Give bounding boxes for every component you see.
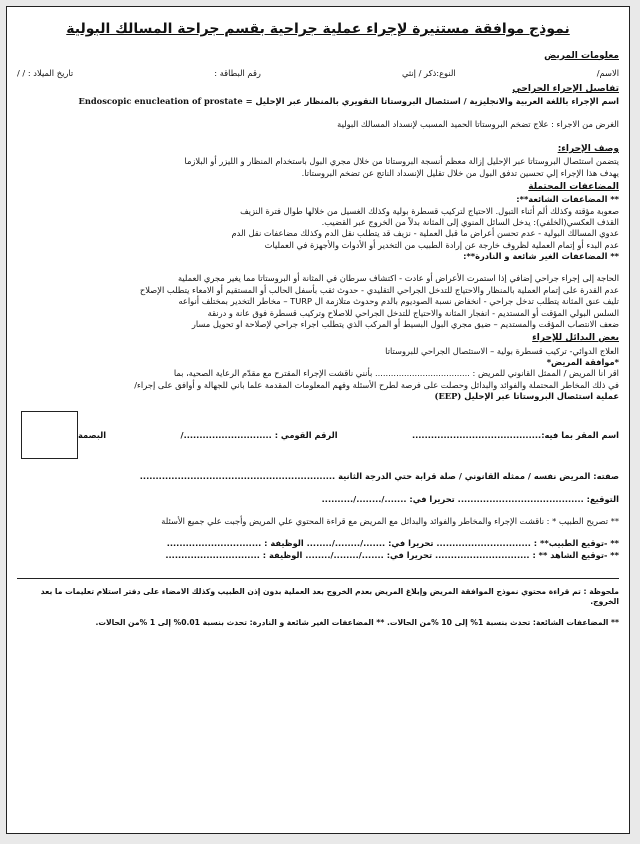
common-complication-4: عدم البدء أو إتمام العملية لظروف خارجة عن إرادة الطبيب من التخدير أو الأدوات والأجهزة في العمليات [264,239,619,250]
consent-line-3 [17,391,619,401]
rare-complication-1: الحاجة إلى إجراء جراحي إضافي إذا استمرت الأعراض أو عادت - اكتشاف سرطان في المثانة أو البروستاتا مما يغير مجري العملية [177,273,619,284]
description-heading: وصف الإجراء: [557,144,619,155]
consent-line-2: في ذلك المخاطر المحتملة والفوائد والبدائل وحصلت على فرصة لطرح الأسئلة وفهم المعلومات المقدمة علما باني للجهالة و أوافق على إجراء/ [134,379,619,390]
footer-note-2: ** المضاعفات الشائعة: تحدث بنسبة 1% إلى 10 %من الحالات. ** المضاعفات الغير شائعة و النادرة: تحدث بنسبة 0.01% إلى 1 %من الحالات. [95,618,619,628]
patient-gender-label: النوع:ذكر / إنثي [401,67,456,78]
patient-dob-label: تاريخ الميلاد : / / [17,67,74,78]
description-line-2: يهدف هذا الإجراء إلي تحسين تدفق البول من خلال تقليل الإنسداد الناتج عن تضخم البروستاتا. [301,167,619,178]
rare-complication-4: السلس البولي المؤقت أو المستديم - انفجار المثانة والاحتياج للتدخل الجراحي للاصلاح وتركيب قسطرة فوق عانة و درنقة [207,307,619,318]
common-complication-2: القذف العكسي(الخلفي): يدخل السائل المنوي إلى المثانة بدلاً من الخروج عبر القضيب. [321,217,619,228]
alternatives-heading: بعض البدائل للإجراء [532,333,619,344]
acknowledger-row [17,411,619,459]
procedure-heading: تفاصيل الإجراء الجراحي [512,84,619,95]
fingerprint-label: البصمة [78,430,107,441]
rare-complications-heading: ** المضاعفات الغير شائعة و النادرة**: [463,251,619,262]
patient-name-label: الاسم/ [596,67,619,78]
alternatives-text: العلاج الدوائي- تركيب قسطرة بولية – الاستئصال الجراحي للبروستاتا [385,345,619,356]
complications-heading: المضاعفات المحتملة [528,182,619,193]
witness-signature-line[interactable]: ** -توقيع الشاهد ** : .............................. تحريرا في: ......./......../........ الوظيفة : .............................. [165,549,619,560]
consent-procedure-ar: عملية استئصال البروستاتا عبر الإحليل [464,390,619,401]
form-title: نموذج موافقة مستنيرة لإجراء عملية جراحية بقسم جراحة المسالك البولية [66,21,570,37]
common-complication-3: عدوي المسالك البولية - عدم تحسن أعراض ما قبل العملية - نزيف قد يتطلب نقل الدم وكذلك مضاعفات نقل الدم [231,228,619,239]
consent-heading: *موافقة المريض* [546,356,619,367]
physician-signature-line[interactable]: ** -توقيع الطبيب** : .............................. تحريرا في: ......./......../........ الوظيفة : .............................. [166,538,619,549]
patient-info-heading: معلومات المريض [544,50,619,61]
procedure-name-line [17,96,619,106]
procedure-name-ar: اسم الإجراء باللغة العربية والانجليزية / استئصال البروستاتا التقويري بالمنظار عبر الإحليل = [245,96,619,107]
national-id-label[interactable]: الرقم القومي : ............................/ [180,430,338,441]
rare-complication-2: عدم القدرة على إتمام العملية بالمنظار والاحتياج للتدخل الجراحي التقليدي - حدوث ثقب بأسفل الحالب أو المستقيم أو الامعاء يتطلب الإصلاح [139,284,619,295]
common-complications-heading: ** المضاعفات الشائعة**: [516,194,619,205]
patient-info-row [17,68,619,78]
signature-line[interactable]: التوقيع: ........................................ تحريرا في: ......./......../.......... [321,493,619,504]
capacity-line[interactable]: صفته: المريض نفسه / ممثله القانوني / صلة قرابة حتي الدرجة الثانية .............................................................. [139,471,619,482]
procedure-name-en: Endoscopic enucleation of prostate [78,96,243,107]
common-complication-1: صعوبة مؤقتة وكذلك ألم أثناء التبول. الاحتياج لتركيب قسطرة بولية وكذلك الغسيل من خلالها طوال فترة النزيف [240,205,619,216]
rare-complication-5: ضعف الانتصاب المؤقت والمستديم – ضيق مجري البول البسيط أو المركب الذي يتطلب اجراء جراحي لإصلاحة او تحويل مسار [191,318,619,329]
footer-note-1: ملحوظة : تم قراءة محتوي نموذج الموافقة المريض وإبلاغ المريض بعدم الخروج بعد العملية بدون إذن الطبيب وكذلك الامضاء على دفتر استلام تعليمات ما بعد الخروج. [40,587,619,606]
physician-statement: ** تصريح الطبيب * : ناقشت الإجراء والمخاطر والفوائد والبدائل مع المريض مع قراءة المحتوي علي المريض وأجبت علي جميع الأسئلة [161,516,619,527]
description-line-1: يتضمن استئصال البروستاتا عبر الإحليل إزالة معظم أنسجة البروستاتا من خلال مجري البول باستخدام المنظار و الليزر أو البلازما [184,156,619,167]
consent-procedure-en: (EEP) [434,390,462,401]
patient-id-label: رقم البطاقة : [214,67,261,78]
footer-divider [17,578,619,579]
rare-complication-3: تليف عنق المثانة يتطلب تدخل جراحي - انخفاض نسبة الصوديوم بالدم وحدوث متلازمة ال TURP – مخاطر التخدير بمختلف أنواعه [178,296,619,307]
acknowledger-name-label[interactable]: اسم المقر بما فيه:......................................... [411,430,619,441]
fingerprint-group [17,411,106,459]
consent-line-1: اقر انا المريض / الممثل القانوني للمريض : .................................... بأنني ناقشت الإجراء المقترح مع مقدّم الرعاية الصحية، بما [173,368,619,379]
consent-form-page [6,6,630,834]
procedure-purpose: الغرض من الاجراء : علاج تضخم البروستاتا الحميد المسبب لإنسداد المسالك البولية [337,118,619,129]
fingerprint-box[interactable] [21,411,78,459]
